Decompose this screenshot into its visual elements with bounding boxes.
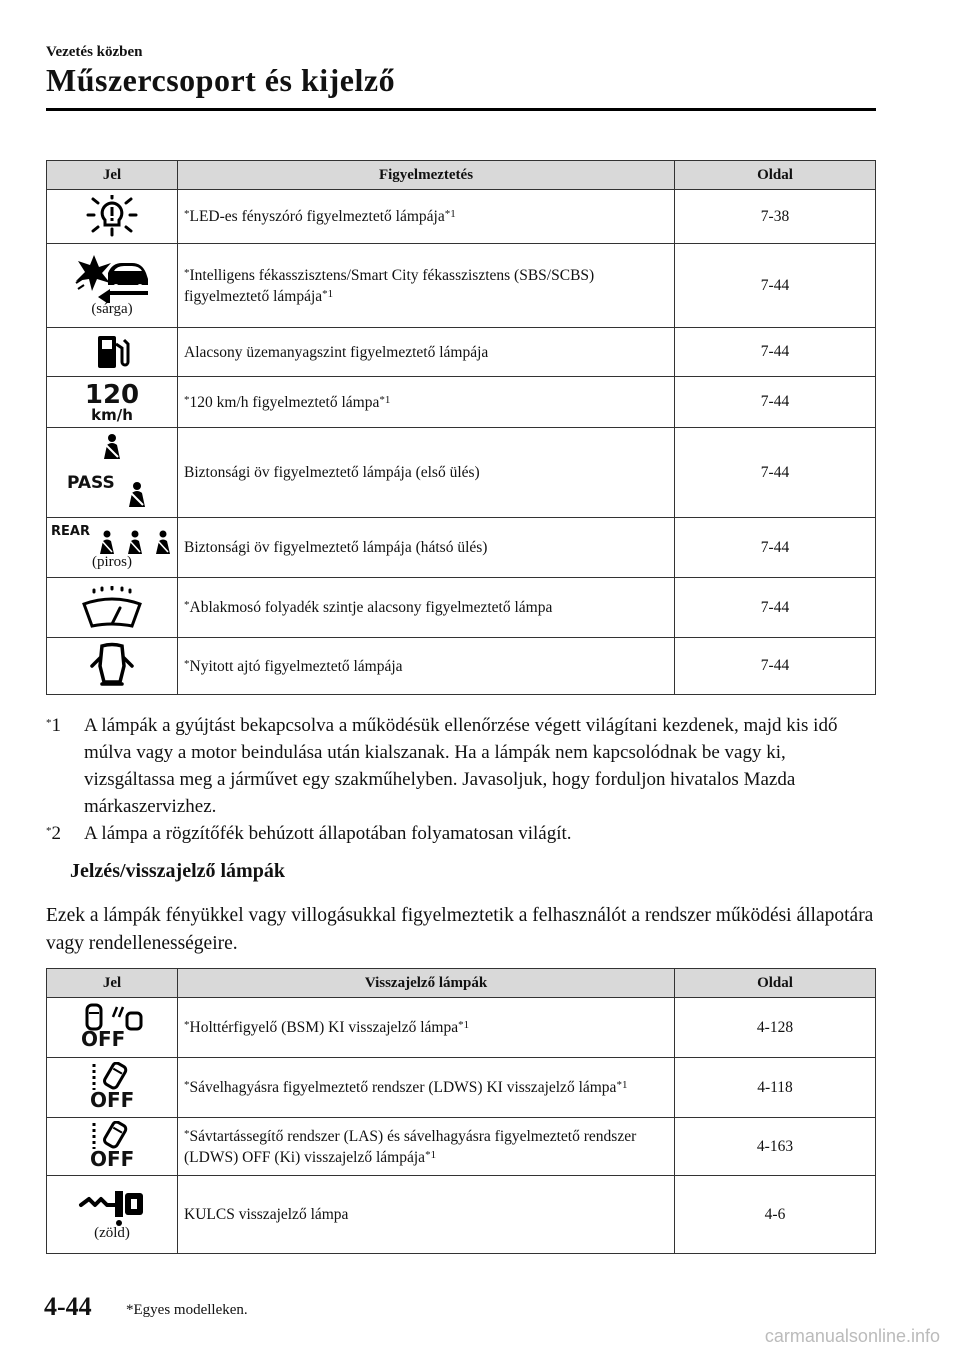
- indicator-description: *Holttérfigyelő (BSM) KI visszajelző lámpa$^{*1}$: [178, 998, 675, 1058]
- warning-description: [178, 518, 675, 578]
- row-text: 120 km/h figyelmeztető lámpa: [189, 393, 380, 411]
- page-ref: 4-6: [675, 1176, 876, 1254]
- fuel-pump-icon: [92, 332, 132, 372]
- page-ref: 7-44: [675, 377, 876, 428]
- row-text: LED-es fényszóró figyelmeztető lámpája: [189, 208, 445, 225]
- indicator-description: *Sávtartássegítő rendszer (LAS) és sávelhagyásra figyelmeztető rendszer (LDWS) OFF (Ki) visszajelző lámpája$^{*1}$: [178, 1118, 675, 1176]
- table-header-row: [47, 161, 876, 190]
- row-text: Sávtartássegítő rendszer (LAS) és sávelhagyásra figyelmeztető rendszer (LDWS) OFF (Ki) visszajelző lámpája: [184, 1127, 637, 1166]
- row-text: KULCS visszajelző lámpa: [184, 1206, 349, 1223]
- page-ref: 4-128: [675, 998, 876, 1058]
- page-ref: 7-38: [675, 190, 876, 244]
- symbol-cell: [47, 1118, 178, 1176]
- footnote-ref: *1: [458, 1019, 470, 1031]
- table-row: [47, 578, 876, 638]
- footnote-2: *2 A lámpa a rögzítőfék behúzott állapotában folyamatosan világít.: [46, 823, 572, 844]
- row-text: Nyitott ajtó figyelmeztető lámpája: [189, 657, 403, 675]
- smart-brake-support-icon: [72, 253, 152, 303]
- row-text: Sávelhagyásra figyelmeztető rendszer (LDWS) KI visszajelző lámpa: [189, 1079, 617, 1096]
- symbol-cell: [47, 328, 178, 377]
- table-row: [47, 328, 876, 377]
- table-row: [47, 190, 876, 244]
- symbol-cell: [47, 190, 178, 244]
- symbol-cell: [47, 377, 178, 428]
- page-ref: 7-44: [675, 518, 876, 578]
- seatbelt-rear-icon: REAR: [49, 524, 175, 556]
- table-row: [47, 1058, 876, 1118]
- warning-description: *120 km/h figyelmeztető lámpa$^{*1}$: [178, 377, 675, 428]
- row-text: Biztonsági öv figyelmeztető lámpája (első ülés): [184, 464, 480, 481]
- header-indicator: Visszajelző lámpák: [178, 969, 675, 998]
- footnote-ref: *1: [379, 393, 391, 406]
- bsm-off-icon: OFF: [77, 1003, 147, 1053]
- page-ref: 7-44: [675, 328, 876, 377]
- footnote-1: *1 A lámpák a gyújtást bekapcsolva a működésük ellenőrzése végett világítani kezdenek, majd kis idő múlva vagy a motor beindulása után kialszanak. Ha a lámpák nem kapcsolódnak be vagy ki, vizsgáltassa meg a járművet egy szakműhelyben. Javasoljuk, hogy forduljon hivatalos Mazda márkaszervizhez.: [46, 715, 838, 817]
- symbol-cell: [47, 578, 178, 638]
- warning-description: [178, 428, 675, 518]
- page-ref: 7-44: [675, 244, 876, 328]
- row-text: Ablakmosó folyadék szintje alacsony figyelmeztető lámpa: [189, 599, 553, 616]
- key-indicator-icon: [77, 1187, 147, 1227]
- indicator-description: *Sávelhagyásra figyelmeztető rendszer (LDWS) KI visszajelző lámpa$^{*1}$: [178, 1058, 675, 1118]
- symbol-cell: [47, 638, 178, 695]
- symbol-cell: [47, 1176, 178, 1254]
- warning-description: *Intelligens fékasszisztens/Smart City fékasszisztens (SBS/SCBS) figyelmeztető lámpája$^{*1}$: [178, 244, 675, 328]
- table-row: [47, 998, 876, 1058]
- row-text: Holttérfigyelő (BSM) KI visszajelző lámpa: [189, 1019, 459, 1036]
- table-header-row: [47, 969, 876, 998]
- page-ref: 4-163: [675, 1118, 876, 1176]
- warning-lights-table: [46, 160, 876, 695]
- symbol-cell: [47, 428, 178, 518]
- footnote-ref: *1: [322, 287, 334, 300]
- color-note: (sárga): [91, 301, 133, 317]
- table-row: [47, 1176, 876, 1254]
- header-page: Oldal: [675, 969, 876, 998]
- page-ref: 7-44: [675, 578, 876, 638]
- row-text: Alacsony üzemanyagszint figyelmeztető lámpája: [184, 343, 489, 361]
- header-symbol: Jel: [47, 969, 178, 998]
- page-ref: 7-44: [675, 638, 876, 695]
- page-number: 4-44: [44, 1292, 92, 1321]
- table-row: [47, 244, 876, 328]
- table-row: [47, 1118, 876, 1176]
- las-ldws-off-icon: OFF: [88, 1121, 136, 1173]
- symbol-cell: [47, 1058, 178, 1118]
- symbol-cell: [47, 998, 178, 1058]
- seatbelt-front-icon: PASS: [67, 433, 157, 513]
- color-note: (piros): [92, 554, 132, 570]
- page-title: Műszercsoport és kijelző: [46, 62, 396, 98]
- intro-paragraph: Ezek a lámpák fényükkel vagy villogásukkal figyelmeztetik a felhasználót a rendszer működési állapotára vagy rendellenességeire.: [46, 905, 874, 954]
- table-row: [47, 518, 876, 578]
- ldws-off-icon: OFF: [88, 1062, 136, 1114]
- footnote-ref: *1: [444, 208, 456, 220]
- page-ref: 7-44: [675, 428, 876, 518]
- page-ref: 4-118: [675, 1058, 876, 1118]
- warning-description: [178, 328, 675, 377]
- warning-description: *Nyitott ajtó figyelmeztető lámpája: [178, 638, 675, 695]
- door-ajar-icon: [88, 642, 136, 690]
- warning-description: *Ablakmosó folyadék szintje alacsony figyelmeztető lámpa: [178, 578, 675, 638]
- row-text: Biztonsági öv figyelmeztető lámpája (hátsó ülés): [184, 539, 488, 556]
- table-row: [47, 377, 876, 428]
- watermark: carmanualsonline.info: [764, 1326, 940, 1346]
- led-headlight-warning-icon: [80, 195, 144, 239]
- table-row: [47, 428, 876, 518]
- footnote-ref: *1: [425, 1148, 437, 1161]
- warning-description: *LED-es fényszóró figyelmeztető lámpája$^{*1}$: [178, 190, 675, 244]
- indicator-lights-table: [46, 968, 876, 1254]
- header-page: Oldal: [675, 161, 876, 190]
- row-text: Intelligens fékasszisztens/Smart City fékasszisztens (SBS/SCBS) figyelmeztető lámpája: [184, 266, 595, 305]
- color-note: (zöld): [94, 1225, 130, 1241]
- symbol-cell: [47, 244, 178, 328]
- section-label: Vezetés közben: [46, 44, 143, 60]
- 120-kmh-icon: 120 km/h: [84, 379, 140, 424]
- footnote-ref: *1: [616, 1079, 628, 1091]
- header-warning: Figyelmeztetés: [178, 161, 675, 190]
- indicator-description: [178, 1176, 675, 1254]
- header-symbol: Jel: [47, 161, 178, 190]
- title-rule: [46, 108, 876, 111]
- model-footnote: *Egyes modelleken.: [126, 1302, 248, 1318]
- washer-fluid-icon: [80, 586, 144, 630]
- symbol-cell: [47, 518, 178, 578]
- table-row: [47, 638, 876, 695]
- section-subheading: Jelzés/visszajelző lámpák: [70, 860, 285, 882]
